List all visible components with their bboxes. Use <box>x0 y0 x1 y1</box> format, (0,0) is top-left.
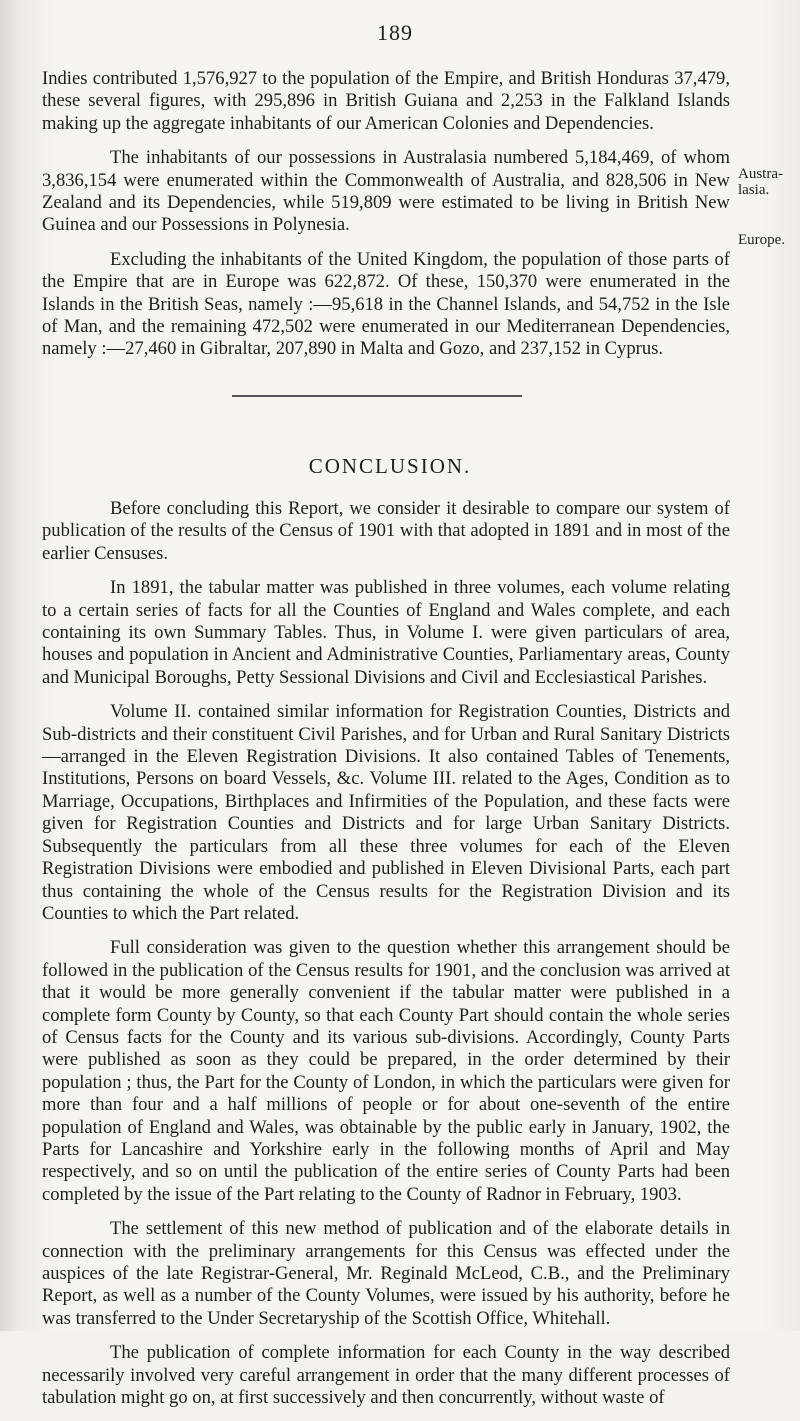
paragraph: Excluding the inhabitants of the United Kingdom, the population of those parts of the Empire that are in Europe was 622,872. Of these, 150,370 were enumerated in the Islands in the British Seas, namely :—95,618 in the Channel Islands, and 54,752 in the Isle of Man, and the remaining 472,502 were enumerated in our Mediterranean Dependencies, namely :—27,460 in Gibraltar, 207,890 in Malta and Gozo, and 237,152 in Cyprus. <box>42 248 730 360</box>
section-heading: CONCLUSION. <box>308 454 472 478</box>
top-section <box>42 68 730 373</box>
paragraph: Volume II. contained similar information for Registration Counties, Districts and Sub-districts and their constituent Civil Parishes, and for Urban and Rural Sanitary Districts—arranged in the Eleven Registration Divisions. It also contained Tables of Tenements, Institutions, Persons on board Vessels, &c. Volume III. related to the Ages, Condition as to Marriage, Occupations, Birthplaces and Infirmities of the Population, and these facts were given for Registration Counties and Districts and for large Urban Sanitary Districts. Subsequently the particulars from all these three volumes for each of the Eleven Registration Divisions were embodied and published in Eleven Divisional Parts, each part thus containing the whole of the Census results for the Registration Division and its Counties to which the Part related. <box>42 701 730 924</box>
page-number: 189 <box>377 20 413 45</box>
paragraph: The publication of complete information for each County in the way described necessarily involved very careful arrangement in order that the many different processes of tabulation might go on, at first successively and then concurrently, without waste of <box>42 1342 730 1409</box>
section-divider <box>232 395 522 397</box>
paragraph: Before concluding this Report, we consider it desirable to compare our system of publication of the results of the Census of 1901 with that adopted in 1891 and in most of the earlier Censuses. <box>42 498 730 564</box>
margin-note-australasia: Austra- lasia. <box>738 166 783 198</box>
paragraph: Indies contributed 1,576,927 to the population of the Empire, and British Honduras 37,479, these several figures, with 295,896 in British Guiana and 2,253 in the Falkland Islands making up the aggregate inhabitants of our American Colonies and Dependencies. <box>42 68 730 134</box>
paragraph: The settlement of this new method of publication and of the elaborate details in connection with the preliminary arrangements for this Census was effected under the auspices of the late Registrar-General, Mr. Reginald McLeod, C.B., and the Preliminary Report, as well as a number of the County Volumes, were issued by his authority, before he was transferred to the Under Secretaryship of the Scottish Office, Whitehall. <box>42 1218 730 1329</box>
paragraph: The inhabitants of our possessions in Australasia numbered 5,184,469, of whom 3,836,154 were enumerated within the Commonwealth of Australia, and 828,506 in New Zealand and its Dependencies, while 519,809 were estimated to be living in British New Guinea and our Possessions in Polynesia. <box>42 147 730 236</box>
margin-note-europe: Europe. <box>738 232 786 248</box>
paragraph: Full consideration was given to the question whether this arrangement should be followed in the publication of the Census results for 1901, and the conclusion was arrived at that it would be more generally convenient if the tabular matter were published in a complete form County by County, so that each County Part should contain the whole series of Census facts for the County and its various sub-divisions. Accordingly, County Parts were published as soon as they could be prepared, in the order determined by their population ; thus, the Part for the County of London, in which the particulars were given for more than four and a half millions of people or for about one-seventh of the entire population of England and Wales, was obtainable by the public early in January, 1902, the Parts for Lancashire and Yorkshire early in the following months of April and May respectively, and so on until the publication of the entire series of County Parts had been completed by the issue of the Part relating to the County of Radnor in February, 1903. <box>42 937 730 1205</box>
paragraph: In 1891, the tabular matter was published in three volumes, each volume relating to a certain series of facts for all the Counties of England and Wales complete, and each containing its own Summary Tables. Thus, in Volume I. were given particulars of area, houses and population in Ancient and Administrative Counties, Parliamentary areas, County and Municipal Boroughs, Petty Sessional Divisions and Civil and Ecclesiastical Parishes. <box>42 577 730 688</box>
conclusion-section <box>42 498 730 1421</box>
